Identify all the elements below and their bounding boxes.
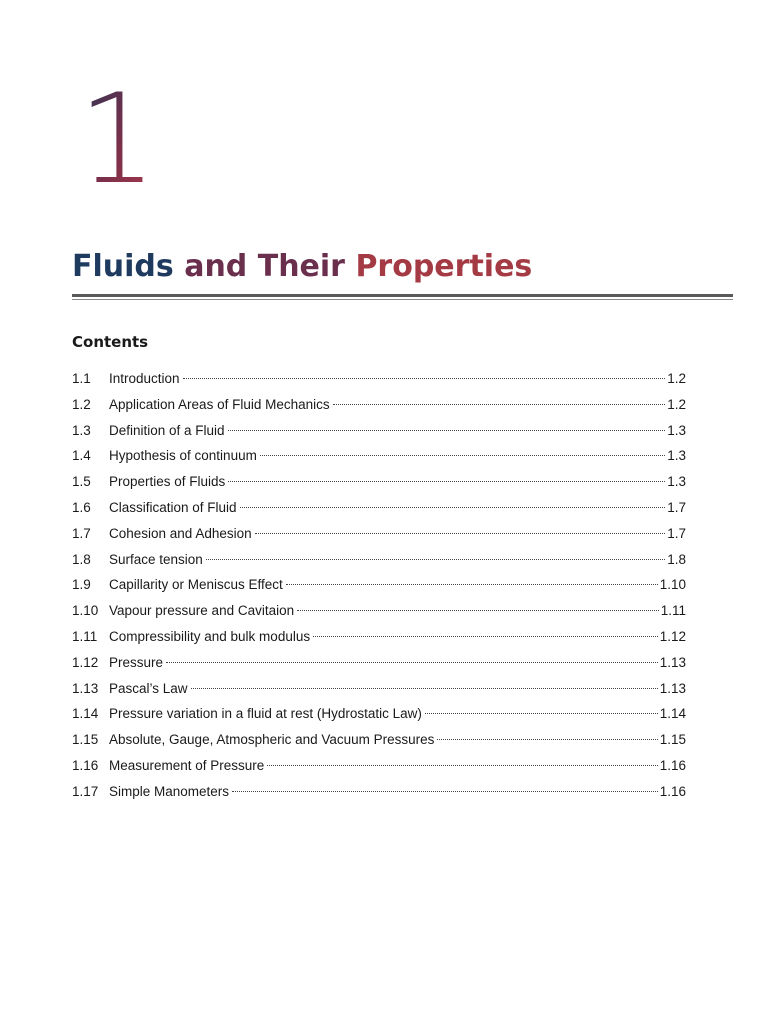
toc-dot-leader (228, 430, 666, 431)
toc-entry-page: 1.13 (659, 654, 686, 670)
toc-entry-number: 1.4 (72, 448, 91, 464)
toc-entry-title: Vapour pressure and Cavitaion (109, 603, 295, 619)
chapter-title-part-2: and Their (184, 249, 345, 284)
toc-entry-number: 1.16 (72, 757, 99, 773)
toc-entry[interactable] (72, 547, 686, 573)
toc-entry[interactable] (72, 418, 686, 444)
toc-entry-number: 1.15 (72, 732, 99, 748)
toc-entry-title: Pressure variation in a fluid at rest (Hydrostatic Law) (109, 706, 422, 722)
table-of-contents (72, 366, 686, 805)
toc-entry-title: Definition of a Fluid (109, 422, 225, 438)
chapter-title (72, 248, 532, 286)
title-divider-thin (72, 299, 733, 300)
toc-entry-number: 1.17 (72, 783, 99, 799)
toc-entry-number: 1.5 (72, 474, 91, 490)
toc-entry[interactable] (72, 624, 686, 650)
toc-entry-number: 1.7 (72, 525, 91, 541)
toc-entry[interactable] (72, 521, 686, 547)
toc-entry[interactable] (72, 779, 686, 805)
toc-entry-title: Simple Manometers (109, 783, 230, 799)
toc-entry-number: 1.2 (72, 396, 91, 412)
toc-entry-page: 1.2 (667, 371, 686, 386)
toc-dot-leader (260, 455, 665, 456)
chapter-number: 1 (78, 68, 153, 212)
toc-dot-leader (267, 765, 657, 766)
toc-entry-page: 1.10 (659, 577, 686, 593)
toc-entry[interactable] (72, 469, 686, 495)
toc-dot-leader (232, 791, 658, 792)
toc-entry[interactable] (72, 572, 686, 598)
toc-entry-page: 1.16 (659, 757, 686, 773)
toc-entry-title: Introduction (109, 371, 180, 386)
toc-entry-number: 1.12 (72, 654, 99, 670)
toc-entry-title: Surface tension (109, 551, 203, 567)
toc-entry[interactable] (72, 701, 686, 727)
toc-dot-leader (286, 584, 658, 585)
toc-dot-leader (313, 636, 658, 637)
toc-dot-leader (425, 713, 658, 714)
toc-entry-title: Application Areas of Fluid Mechanics (109, 396, 330, 412)
toc-entry-page: 1.3 (667, 422, 686, 438)
toc-entry-page: 1.3 (667, 448, 686, 464)
chapter-title-part-1: Fluids (72, 249, 174, 284)
toc-dot-leader (297, 610, 659, 611)
toc-entry-page: 1.15 (659, 732, 686, 748)
toc-dot-leader (191, 688, 658, 689)
toc-entry[interactable] (72, 598, 686, 624)
toc-dot-leader (240, 507, 666, 508)
toc-dot-leader (206, 559, 665, 560)
toc-entry-page: 1.2 (667, 396, 686, 412)
toc-dot-leader (255, 533, 666, 534)
toc-entry[interactable] (72, 392, 686, 418)
toc-entry-title: Compressibility and bulk modulus (109, 628, 311, 644)
title-divider-thick (72, 294, 733, 297)
toc-entry-title: Pressure (109, 654, 164, 670)
toc-entry-number: 1.3 (72, 422, 91, 438)
toc-entry-number: 1.14 (72, 706, 99, 722)
toc-dot-leader (166, 662, 658, 663)
toc-entry-number: 1.9 (72, 577, 91, 593)
toc-dot-leader (437, 739, 657, 740)
toc-entry-title: Cohesion and Adhesion (109, 525, 252, 541)
toc-entry-page: 1.8 (667, 551, 686, 567)
toc-entry-page: 1.14 (659, 706, 686, 722)
contents-heading: Contents (72, 333, 149, 351)
toc-entry-number: 1.8 (72, 551, 91, 567)
toc-entry-title: Hypothesis of continuum (109, 448, 257, 464)
toc-entry-number: 1.11 (72, 628, 98, 644)
toc-entry[interactable] (72, 753, 686, 779)
toc-entry-page: 1.3 (667, 474, 686, 490)
toc-entry-page: 1.7 (667, 525, 686, 541)
toc-entry-number: 1.10 (72, 603, 99, 619)
toc-entry-title: Classification of Fluid (109, 499, 237, 515)
toc-entry-title: Pascal’s Law (109, 680, 188, 696)
toc-entry[interactable] (72, 366, 686, 392)
toc-entry-page: 1.11 (660, 603, 686, 619)
toc-dot-leader (333, 404, 666, 405)
toc-entry[interactable] (72, 650, 686, 676)
toc-dot-leader (228, 481, 665, 482)
toc-entry[interactable] (72, 676, 686, 702)
chapter-title-part-3: Properties (355, 249, 533, 284)
toc-entry-title: Absolute, Gauge, Atmospheric and Vacuum Pressures (109, 732, 435, 748)
toc-dot-leader (183, 378, 666, 379)
toc-entry[interactable] (72, 495, 686, 521)
toc-entry-page: 1.7 (667, 499, 686, 515)
toc-entry[interactable] (72, 443, 686, 469)
toc-entry-title: Measurement of Pressure (109, 757, 265, 773)
toc-entry-page: 1.16 (659, 783, 686, 799)
toc-entry-page: 1.12 (659, 628, 686, 644)
toc-entry-title: Capillarity or Meniscus Effect (109, 577, 283, 593)
toc-entry-number: 1.1 (72, 371, 91, 386)
toc-entry[interactable] (72, 727, 686, 753)
toc-entry-number: 1.6 (72, 499, 91, 515)
toc-entry-number: 1.13 (72, 680, 99, 696)
toc-entry-page: 1.13 (659, 680, 686, 696)
toc-entry-title: Properties of Fluids (109, 474, 226, 490)
